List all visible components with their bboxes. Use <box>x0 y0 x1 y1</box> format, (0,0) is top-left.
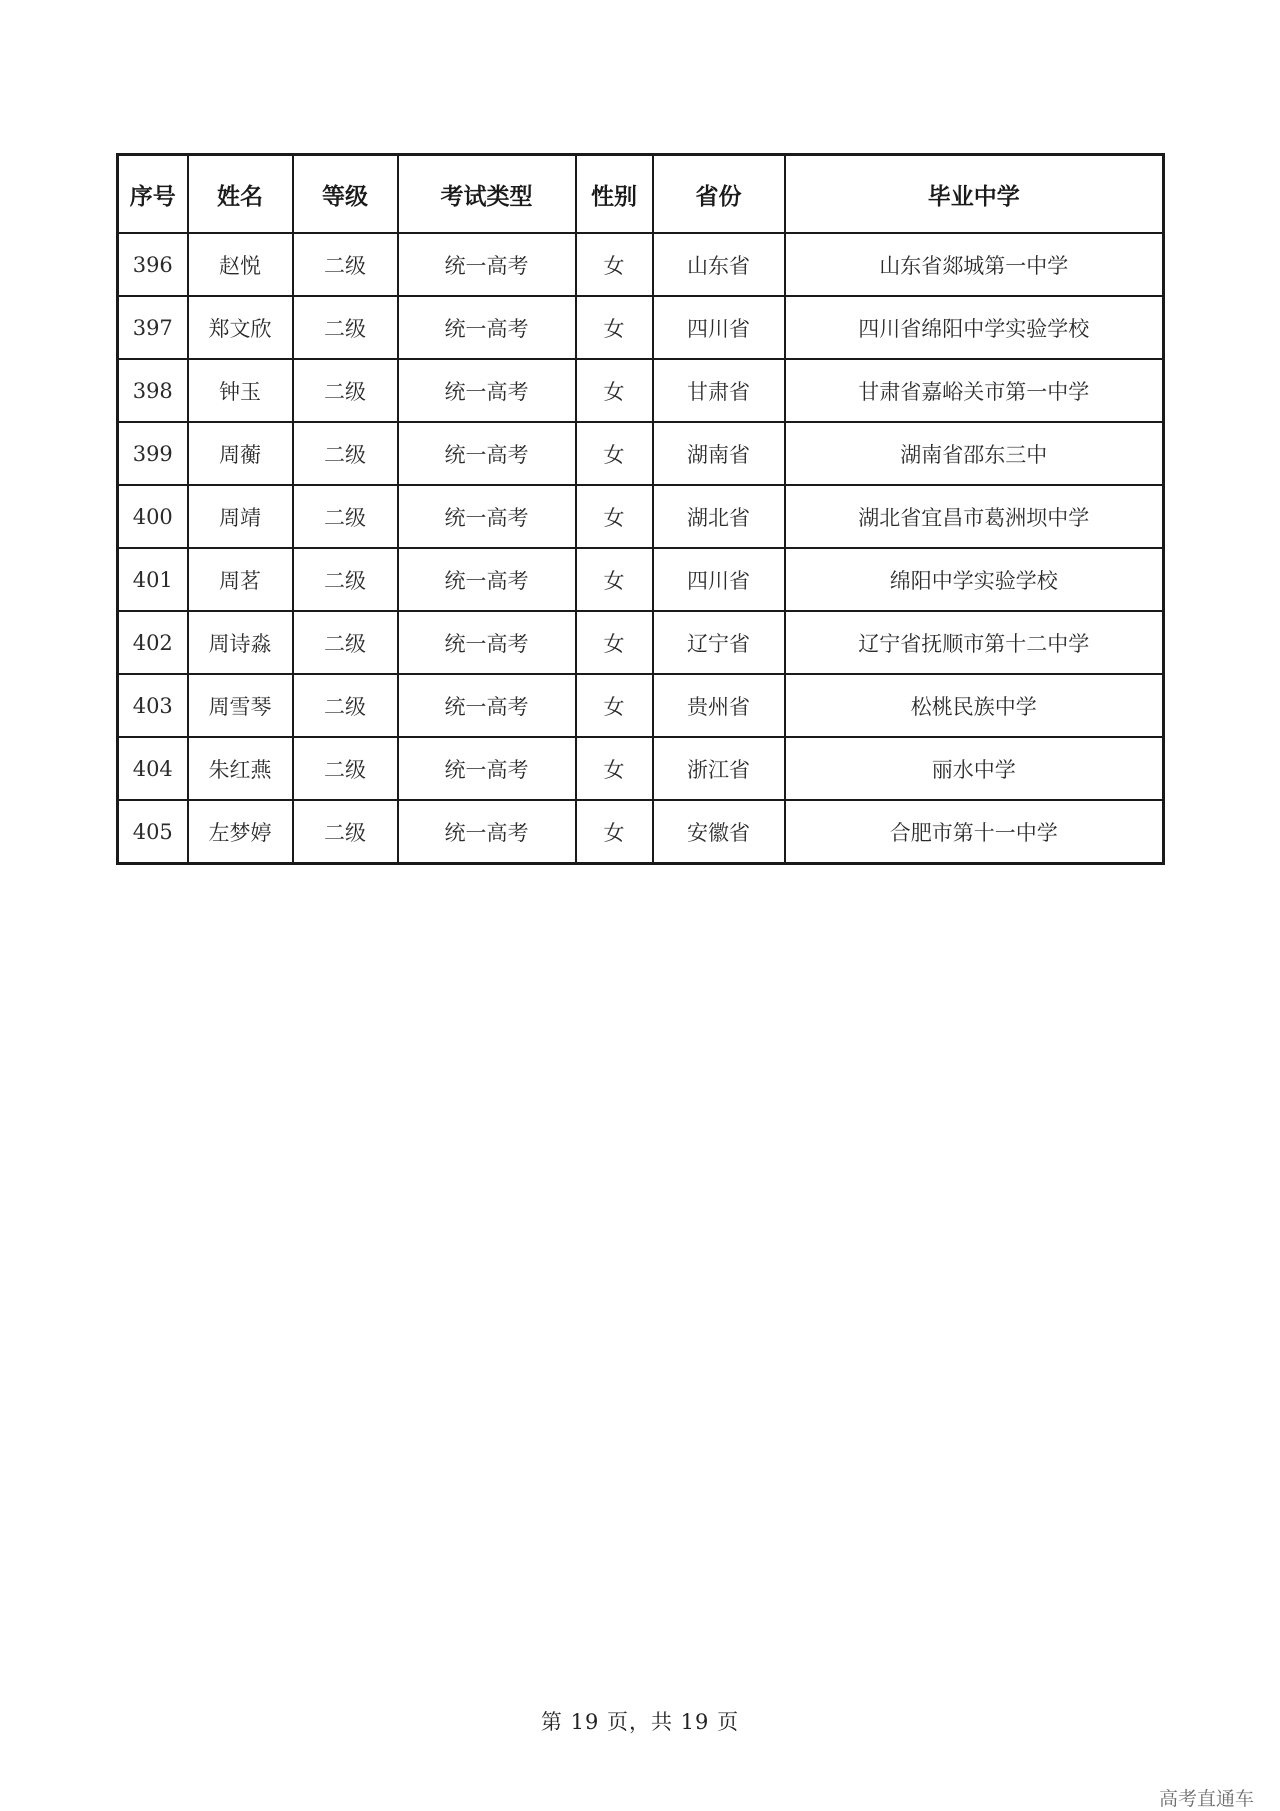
cell-name: 郑文欣 <box>188 296 293 359</box>
table-row <box>118 233 1164 296</box>
cell-province: 湖北省 <box>653 485 785 548</box>
cell-index: 405 <box>118 800 188 864</box>
cell-school: 四川省绵阳中学实验学校 <box>785 296 1164 359</box>
cell-level: 二级 <box>293 485 398 548</box>
cell-name: 钟玉 <box>188 359 293 422</box>
cell-gender: 女 <box>576 674 653 737</box>
header-exam-type: 考试类型 <box>398 155 576 234</box>
table-row <box>118 800 1164 864</box>
header-level: 等级 <box>293 155 398 234</box>
cell-index: 400 <box>118 485 188 548</box>
cell-name: 左梦婷 <box>188 800 293 864</box>
cell-level: 二级 <box>293 296 398 359</box>
table-row <box>118 548 1164 611</box>
cell-index: 399 <box>118 422 188 485</box>
cell-index: 397 <box>118 296 188 359</box>
cell-school: 松桃民族中学 <box>785 674 1164 737</box>
cell-province: 山东省 <box>653 233 785 296</box>
cell-exam-type: 统一高考 <box>398 737 576 800</box>
cell-exam-type: 统一高考 <box>398 800 576 864</box>
cell-name: 周蘅 <box>188 422 293 485</box>
cell-province: 浙江省 <box>653 737 785 800</box>
cell-exam-type: 统一高考 <box>398 359 576 422</box>
cell-index: 401 <box>118 548 188 611</box>
cell-name: 周诗淼 <box>188 611 293 674</box>
table-row <box>118 359 1164 422</box>
cell-exam-type: 统一高考 <box>398 548 576 611</box>
cell-school: 湖北省宜昌市葛洲坝中学 <box>785 485 1164 548</box>
cell-school: 合肥市第十一中学 <box>785 800 1164 864</box>
cell-exam-type: 统一高考 <box>398 611 576 674</box>
cell-school: 丽水中学 <box>785 737 1164 800</box>
header-province: 省份 <box>653 155 785 234</box>
cell-index: 396 <box>118 233 188 296</box>
cell-gender: 女 <box>576 800 653 864</box>
table-row <box>118 674 1164 737</box>
cell-index: 398 <box>118 359 188 422</box>
header-row <box>118 155 1164 234</box>
cell-school: 辽宁省抚顺市第十二中学 <box>785 611 1164 674</box>
header-school: 毕业中学 <box>785 155 1164 234</box>
cell-exam-type: 统一高考 <box>398 296 576 359</box>
cell-name: 赵悦 <box>188 233 293 296</box>
table-row <box>118 296 1164 359</box>
cell-level: 二级 <box>293 737 398 800</box>
page-number-footer: 第 19 页，共 19 页 <box>540 1710 740 1734</box>
cell-name: 周靖 <box>188 485 293 548</box>
table-row <box>118 737 1164 800</box>
cell-index: 404 <box>118 737 188 800</box>
table-row <box>118 611 1164 674</box>
cell-exam-type: 统一高考 <box>398 485 576 548</box>
cell-name: 朱红燕 <box>188 737 293 800</box>
watermark-text: 高考直通车 <box>1158 1788 1254 1810</box>
cell-exam-type: 统一高考 <box>398 422 576 485</box>
cell-exam-type: 统一高考 <box>398 674 576 737</box>
cell-level: 二级 <box>293 359 398 422</box>
cell-index: 402 <box>118 611 188 674</box>
cell-name: 周茗 <box>188 548 293 611</box>
cell-level: 二级 <box>293 233 398 296</box>
roster-table <box>116 153 1165 865</box>
cell-exam-type: 统一高考 <box>398 233 576 296</box>
cell-gender: 女 <box>576 233 653 296</box>
cell-gender: 女 <box>576 737 653 800</box>
cell-school: 湖南省邵东三中 <box>785 422 1164 485</box>
cell-province: 辽宁省 <box>653 611 785 674</box>
cell-school: 山东省郯城第一中学 <box>785 233 1164 296</box>
cell-level: 二级 <box>293 548 398 611</box>
header-index: 序号 <box>118 155 188 234</box>
table-row <box>118 422 1164 485</box>
cell-province: 安徽省 <box>653 800 785 864</box>
cell-province: 四川省 <box>653 296 785 359</box>
cell-level: 二级 <box>293 422 398 485</box>
cell-gender: 女 <box>576 548 653 611</box>
cell-gender: 女 <box>576 485 653 548</box>
cell-gender: 女 <box>576 422 653 485</box>
cell-school: 绵阳中学实验学校 <box>785 548 1164 611</box>
header-gender: 性别 <box>576 155 653 234</box>
cell-province: 贵州省 <box>653 674 785 737</box>
cell-gender: 女 <box>576 611 653 674</box>
cell-province: 四川省 <box>653 548 785 611</box>
cell-index: 403 <box>118 674 188 737</box>
cell-gender: 女 <box>576 359 653 422</box>
header-name: 姓名 <box>188 155 293 234</box>
cell-province: 甘肃省 <box>653 359 785 422</box>
cell-level: 二级 <box>293 674 398 737</box>
table-row <box>118 485 1164 548</box>
cell-province: 湖南省 <box>653 422 785 485</box>
cell-level: 二级 <box>293 611 398 674</box>
cell-level: 二级 <box>293 800 398 864</box>
cell-gender: 女 <box>576 296 653 359</box>
cell-school: 甘肃省嘉峪关市第一中学 <box>785 359 1164 422</box>
cell-name: 周雪琴 <box>188 674 293 737</box>
